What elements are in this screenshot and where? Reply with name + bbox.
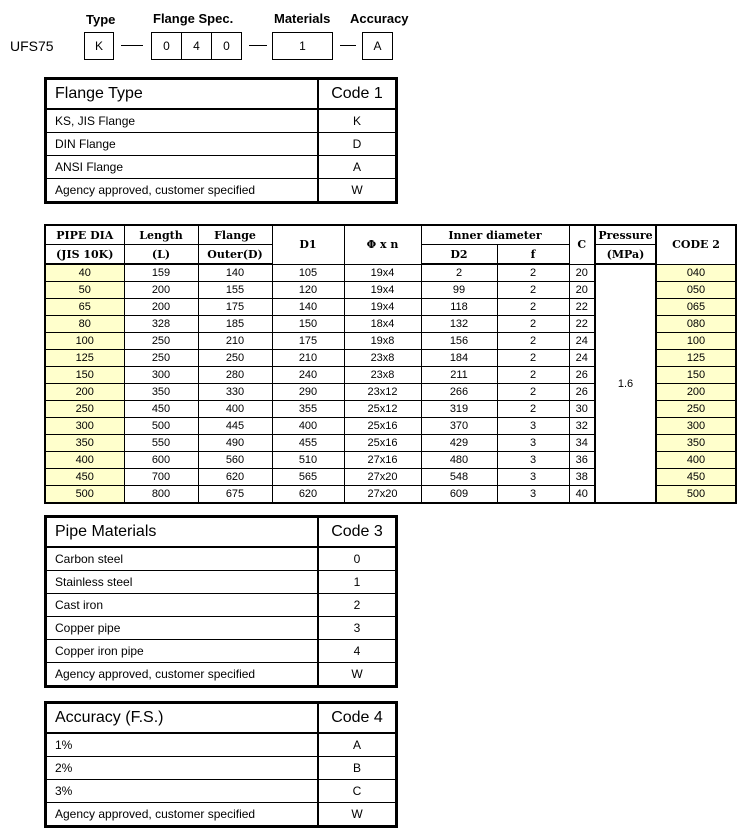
d2-cell: 480 xyxy=(421,452,497,469)
flange-outer-cell: 250 xyxy=(198,350,272,367)
d1-cell: 455 xyxy=(272,435,344,452)
d1-cell: 510 xyxy=(272,452,344,469)
code2-cell: 450 xyxy=(656,469,736,486)
f-cell: 2 xyxy=(497,350,569,367)
f-cell: 3 xyxy=(497,418,569,435)
mpa-header: (MPa) xyxy=(595,245,656,265)
table-row xyxy=(46,156,397,179)
flange-spec-box-2: 4 xyxy=(181,32,212,60)
c-cell: 40 xyxy=(569,486,595,504)
pipe-dia-cell: 125 xyxy=(45,350,124,367)
flange-spec-table xyxy=(44,224,737,504)
f-cell: 2 xyxy=(497,264,569,282)
c-cell: 30 xyxy=(569,401,595,418)
row-code: 4 xyxy=(318,640,397,663)
d2-cell: 156 xyxy=(421,333,497,350)
table-row xyxy=(46,757,397,780)
phi-cell: 25x16 xyxy=(344,418,421,435)
phi-cell: 27x16 xyxy=(344,452,421,469)
f-cell: 2 xyxy=(497,299,569,316)
row-label: ANSI Flange xyxy=(46,156,319,179)
code2-cell: 300 xyxy=(656,418,736,435)
code2-cell: 040 xyxy=(656,264,736,282)
d2-header: D2 xyxy=(421,245,497,265)
pipe-dia-cell: 450 xyxy=(45,469,124,486)
row-code: 2 xyxy=(318,594,397,617)
table-row xyxy=(46,733,397,757)
f-header: f xyxy=(497,245,569,265)
pipe-dia-cell: 100 xyxy=(45,333,124,350)
row-label: DIN Flange xyxy=(46,133,319,156)
pipe-materials-table xyxy=(44,515,398,688)
row-code: 3 xyxy=(318,617,397,640)
d2-cell: 118 xyxy=(421,299,497,316)
flange-type-title: Flange Type xyxy=(46,79,319,110)
c-cell: 24 xyxy=(569,333,595,350)
table-row xyxy=(46,179,397,203)
flange-outer-cell: 330 xyxy=(198,384,272,401)
pipe-dia-cell: 150 xyxy=(45,367,124,384)
length-cell: 350 xyxy=(124,384,198,401)
row-code: A xyxy=(318,733,397,757)
outer-header: Outer(D) xyxy=(198,245,272,265)
type-code-box: K xyxy=(84,32,114,60)
code2-cell: 350 xyxy=(656,435,736,452)
c-cell: 26 xyxy=(569,367,595,384)
length-cell: 800 xyxy=(124,486,198,504)
accuracy-label: Accuracy xyxy=(350,11,409,26)
c-cell: 20 xyxy=(569,282,595,299)
pipe-dia-cell: 50 xyxy=(45,282,124,299)
flange-outer-cell: 675 xyxy=(198,486,272,504)
d1-cell: 105 xyxy=(272,264,344,282)
c-cell: 22 xyxy=(569,299,595,316)
d1-cell: 355 xyxy=(272,401,344,418)
flange-type-table xyxy=(44,77,398,204)
phi-cell: 23x8 xyxy=(344,350,421,367)
pipe-dia-cell: 250 xyxy=(45,401,124,418)
phi-cell: 27x20 xyxy=(344,486,421,504)
d2-cell: 370 xyxy=(421,418,497,435)
d2-cell: 211 xyxy=(421,367,497,384)
pipe-dia-cell: 65 xyxy=(45,299,124,316)
d1-cell: 620 xyxy=(272,486,344,504)
table-row xyxy=(46,594,397,617)
code4-header: Code 4 xyxy=(318,703,397,734)
length-unit-header: (L) xyxy=(124,245,198,265)
pipe-dia-cell: 400 xyxy=(45,452,124,469)
table-row xyxy=(46,617,397,640)
table-row xyxy=(46,663,397,687)
length-cell: 200 xyxy=(124,282,198,299)
separator-dash xyxy=(121,45,143,46)
phi-cell: 19x4 xyxy=(344,264,421,282)
flange-spec-box-3: 0 xyxy=(211,32,242,60)
flange-outer-cell: 155 xyxy=(198,282,272,299)
row-code: A xyxy=(318,156,397,179)
length-cell: 600 xyxy=(124,452,198,469)
d2-cell: 319 xyxy=(421,401,497,418)
flange-outer-cell: 280 xyxy=(198,367,272,384)
phi-header: Φ x n xyxy=(344,225,421,264)
d2-cell: 609 xyxy=(421,486,497,504)
c-cell: 34 xyxy=(569,435,595,452)
f-cell: 3 xyxy=(497,435,569,452)
row-code: W xyxy=(318,179,397,203)
length-cell: 550 xyxy=(124,435,198,452)
flange-outer-cell: 210 xyxy=(198,333,272,350)
d1-cell: 210 xyxy=(272,350,344,367)
length-cell: 200 xyxy=(124,299,198,316)
length-cell: 328 xyxy=(124,316,198,333)
flange-outer-cell: 140 xyxy=(198,264,272,282)
table-row xyxy=(45,264,736,282)
code2-cell: 250 xyxy=(656,401,736,418)
code2-cell: 100 xyxy=(656,333,736,350)
row-label: Copper pipe xyxy=(46,617,319,640)
accuracy-table xyxy=(44,701,398,828)
d2-cell: 2 xyxy=(421,264,497,282)
f-cell: 3 xyxy=(497,486,569,504)
code2-cell: 400 xyxy=(656,452,736,469)
row-code: D xyxy=(318,133,397,156)
pipe-dia-cell: 500 xyxy=(45,486,124,504)
row-code: W xyxy=(318,663,397,687)
length-cell: 450 xyxy=(124,401,198,418)
separator-dash xyxy=(249,45,267,46)
separator-dash xyxy=(340,45,356,46)
phi-cell: 27x20 xyxy=(344,469,421,486)
phi-cell: 25x12 xyxy=(344,401,421,418)
pipe-dia-cell: 300 xyxy=(45,418,124,435)
f-cell: 2 xyxy=(497,282,569,299)
c-cell: 32 xyxy=(569,418,595,435)
pressure-value: 1.6 xyxy=(595,264,656,503)
table-row xyxy=(46,133,397,156)
phi-cell: 19x4 xyxy=(344,299,421,316)
row-label: 1% xyxy=(46,733,319,757)
accuracy-code-box: A xyxy=(362,32,393,60)
pipe-dia-cell: 350 xyxy=(45,435,124,452)
row-label: Carbon steel xyxy=(46,547,319,571)
d1-cell: 565 xyxy=(272,469,344,486)
row-label: Agency approved, customer specified xyxy=(46,179,319,203)
code2-header: CODE 2 xyxy=(656,225,736,264)
flange-outer-cell: 175 xyxy=(198,299,272,316)
flange-spec-box-1: 0 xyxy=(151,32,182,60)
d2-cell: 184 xyxy=(421,350,497,367)
row-code: B xyxy=(318,757,397,780)
row-label: Agency approved, customer specified xyxy=(46,803,319,827)
f-cell: 2 xyxy=(497,316,569,333)
row-label: 2% xyxy=(46,757,319,780)
pipe-dia-cell: 40 xyxy=(45,264,124,282)
length-header: Length xyxy=(124,225,198,245)
d1-cell: 140 xyxy=(272,299,344,316)
phi-cell: 19x8 xyxy=(344,333,421,350)
pipe-materials-title: Pipe Materials xyxy=(46,517,319,548)
table-row xyxy=(46,571,397,594)
row-label: Copper iron pipe xyxy=(46,640,319,663)
d1-cell: 175 xyxy=(272,333,344,350)
row-code: C xyxy=(318,780,397,803)
flange-outer-cell: 185 xyxy=(198,316,272,333)
length-cell: 159 xyxy=(124,264,198,282)
code2-cell: 065 xyxy=(656,299,736,316)
row-label: 3% xyxy=(46,780,319,803)
c-cell: 26 xyxy=(569,384,595,401)
d2-cell: 548 xyxy=(421,469,497,486)
accuracy-title: Accuracy (F.S.) xyxy=(46,703,319,734)
pipe-dia-header: PIPE DIA xyxy=(45,225,124,245)
f-cell: 2 xyxy=(497,333,569,350)
phi-cell: 23x12 xyxy=(344,384,421,401)
d1-cell: 240 xyxy=(272,367,344,384)
d1-cell: 400 xyxy=(272,418,344,435)
flange-outer-cell: 400 xyxy=(198,401,272,418)
table-row xyxy=(46,803,397,827)
pipe-dia-cell: 200 xyxy=(45,384,124,401)
row-label: Agency approved, customer specified xyxy=(46,663,319,687)
code2-cell: 150 xyxy=(656,367,736,384)
jis-header: (JIS 10K) xyxy=(45,245,124,265)
model-name: UFS75 xyxy=(10,38,54,54)
length-cell: 700 xyxy=(124,469,198,486)
row-code: 0 xyxy=(318,547,397,571)
row-code: K xyxy=(318,109,397,133)
d2-cell: 132 xyxy=(421,316,497,333)
flange-header: Flange xyxy=(198,225,272,245)
row-label: Cast iron xyxy=(46,594,319,617)
row-code: 1 xyxy=(318,571,397,594)
c-cell: 38 xyxy=(569,469,595,486)
f-cell: 2 xyxy=(497,367,569,384)
d1-cell: 290 xyxy=(272,384,344,401)
c-cell: 24 xyxy=(569,350,595,367)
d1-cell: 150 xyxy=(272,316,344,333)
row-label: Stainless steel xyxy=(46,571,319,594)
phi-cell: 25x16 xyxy=(344,435,421,452)
flange-outer-cell: 620 xyxy=(198,469,272,486)
f-cell: 2 xyxy=(497,401,569,418)
materials-code-box: 1 xyxy=(272,32,333,60)
code2-cell: 080 xyxy=(656,316,736,333)
d2-cell: 429 xyxy=(421,435,497,452)
length-cell: 250 xyxy=(124,350,198,367)
flange-outer-cell: 490 xyxy=(198,435,272,452)
f-cell: 2 xyxy=(497,384,569,401)
table-row xyxy=(46,109,397,133)
flange-outer-cell: 560 xyxy=(198,452,272,469)
table-row xyxy=(46,640,397,663)
table-row xyxy=(46,780,397,803)
d1-header: D1 xyxy=(272,225,344,264)
d2-cell: 266 xyxy=(421,384,497,401)
c-cell: 20 xyxy=(569,264,595,282)
d2-cell: 99 xyxy=(421,282,497,299)
row-code: W xyxy=(318,803,397,827)
row-label: KS, JIS Flange xyxy=(46,109,319,133)
c-cell: 36 xyxy=(569,452,595,469)
code2-cell: 125 xyxy=(656,350,736,367)
materials-label: Materials xyxy=(274,11,331,26)
flange-outer-cell: 445 xyxy=(198,418,272,435)
length-cell: 500 xyxy=(124,418,198,435)
code2-cell: 500 xyxy=(656,486,736,504)
phi-cell: 18x4 xyxy=(344,316,421,333)
d1-cell: 120 xyxy=(272,282,344,299)
length-cell: 300 xyxy=(124,367,198,384)
c-header: C xyxy=(569,225,595,264)
pipe-dia-cell: 80 xyxy=(45,316,124,333)
flange-spec-label: Flange Spec. xyxy=(153,11,234,26)
type-label: Type xyxy=(86,12,116,27)
code2-cell: 050 xyxy=(656,282,736,299)
f-cell: 3 xyxy=(497,452,569,469)
inner-diameter-header: Inner diameter xyxy=(421,225,569,245)
phi-cell: 23x8 xyxy=(344,367,421,384)
f-cell: 3 xyxy=(497,469,569,486)
code1-header: Code 1 xyxy=(318,79,397,110)
phi-cell: 19x4 xyxy=(344,282,421,299)
length-cell: 250 xyxy=(124,333,198,350)
code3-header: Code 3 xyxy=(318,517,397,548)
code2-cell: 200 xyxy=(656,384,736,401)
table-row xyxy=(46,547,397,571)
pressure-header: Pressure xyxy=(595,225,656,245)
c-cell: 22 xyxy=(569,316,595,333)
